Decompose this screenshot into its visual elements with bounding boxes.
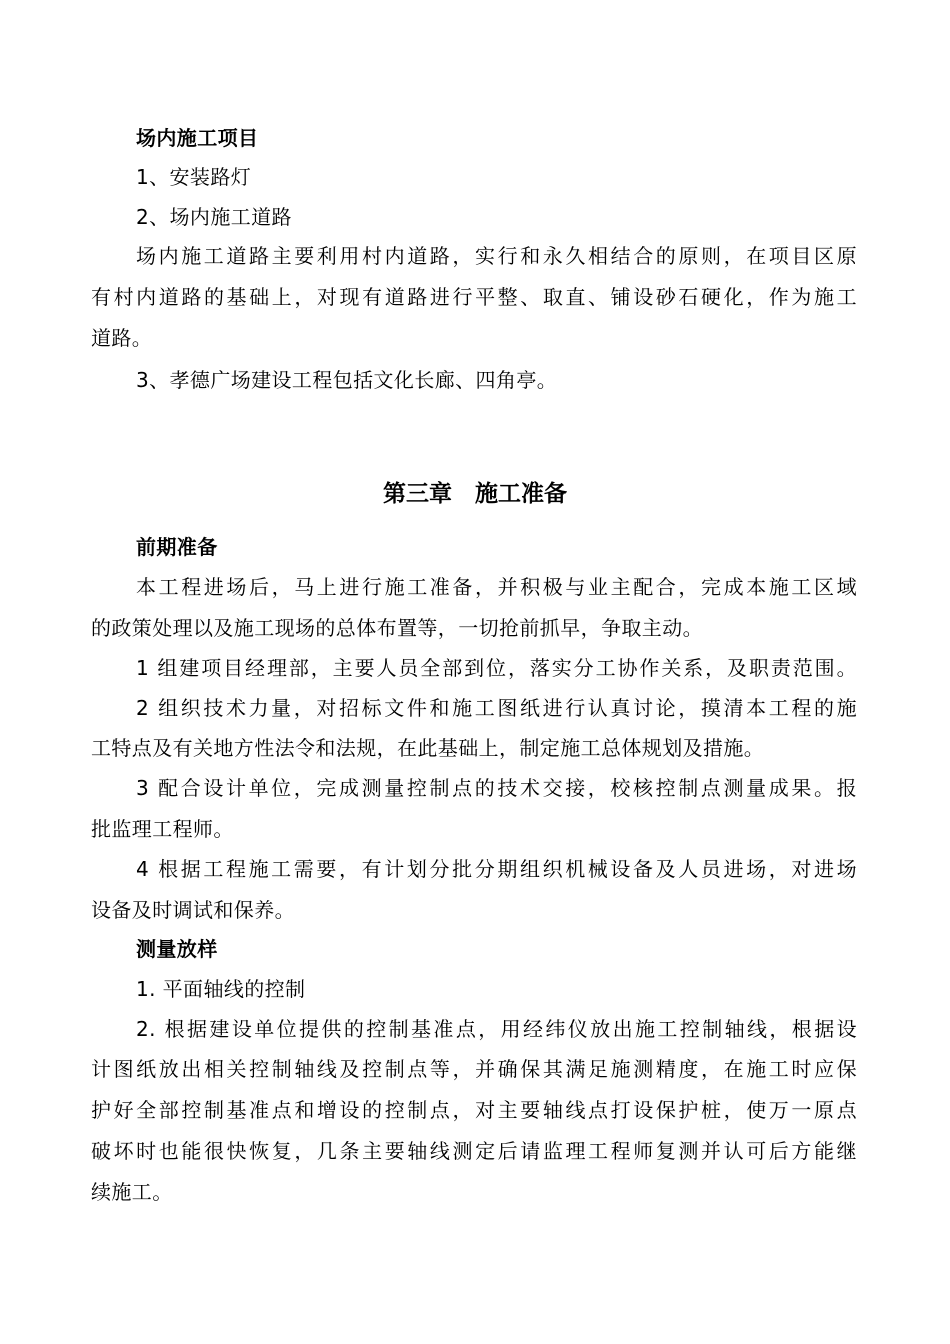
paragraph-line: 道路。 bbox=[91, 326, 153, 350]
paragraph-line: 有村内道路的基础上，对现有道路进行平整、取直、铺设砂石硬化，作为施工 bbox=[91, 285, 857, 309]
paragraph-line: 本工程进场后，马上进行施工准备，并积极与业主配合，完成本施工区域 bbox=[136, 575, 857, 599]
paragraph-line: 1 组建项目经理部，主要人员全部到位，落实分工协作关系，及职责范围。 bbox=[136, 656, 857, 680]
paragraph-line: 的政策处理以及施工现场的总体布置等，一切抢前抓早，争取主动。 bbox=[91, 616, 703, 640]
section-heading-preliminary-prep: 前期准备 bbox=[136, 535, 218, 559]
paragraph-line: 续施工。 bbox=[91, 1180, 173, 1204]
paragraph-line: 3 配合设计单位，完成测量控制点的技术交接，校核控制点测量成果。报 bbox=[136, 776, 857, 800]
list-item: 3、孝德广场建设工程包括文化长廊、四角亭。 bbox=[136, 368, 558, 392]
paragraph-line: 设备及时调试和保养。 bbox=[91, 898, 295, 922]
section-heading-survey-layout: 测量放样 bbox=[136, 937, 218, 961]
chapter-title: 第三章 施工准备 bbox=[383, 481, 567, 507]
paragraph-line: 4 根据工程施工需要，有计划分批分期组织机械设备及人员进场，对进场 bbox=[136, 857, 857, 881]
paragraph-line: 2. 根据建设单位提供的控制基准点，用经纬仪放出施工控制轴线，根据设 bbox=[136, 1017, 857, 1041]
paragraph-line: 2 组织技术力量，对招标文件和施工图纸进行认真讨论，摸清本工程的施 bbox=[136, 696, 857, 720]
section-heading-onsite-items: 场内施工项目 bbox=[136, 126, 259, 150]
list-item: 1、安装路灯 bbox=[136, 165, 252, 189]
paragraph-line: 工特点及有关地方性法令和法规，在此基础上，制定施工总体规划及措施。 bbox=[91, 736, 765, 760]
list-item: 2、场内施工道路 bbox=[136, 205, 292, 229]
paragraph-line: 护好全部控制基准点和增设的控制点，对主要轴线点打设保护桩，使万一原点 bbox=[91, 1098, 857, 1122]
paragraph-line: 计图纸放出相关控制轴线及控制点等，并确保其满足施测精度，在施工时应保 bbox=[91, 1057, 857, 1081]
paragraph-line: 破坏时也能很快恢复，几条主要轴线测定后请监理工程师复测并认可后方能继 bbox=[91, 1139, 857, 1163]
paragraph-line: 批监理工程师。 bbox=[91, 817, 234, 841]
paragraph-line: 场内施工道路主要利用村内道路，实行和永久相结合的原则，在项目区原 bbox=[136, 244, 857, 268]
list-item: 1. 平面轴线的控制 bbox=[136, 977, 306, 1001]
